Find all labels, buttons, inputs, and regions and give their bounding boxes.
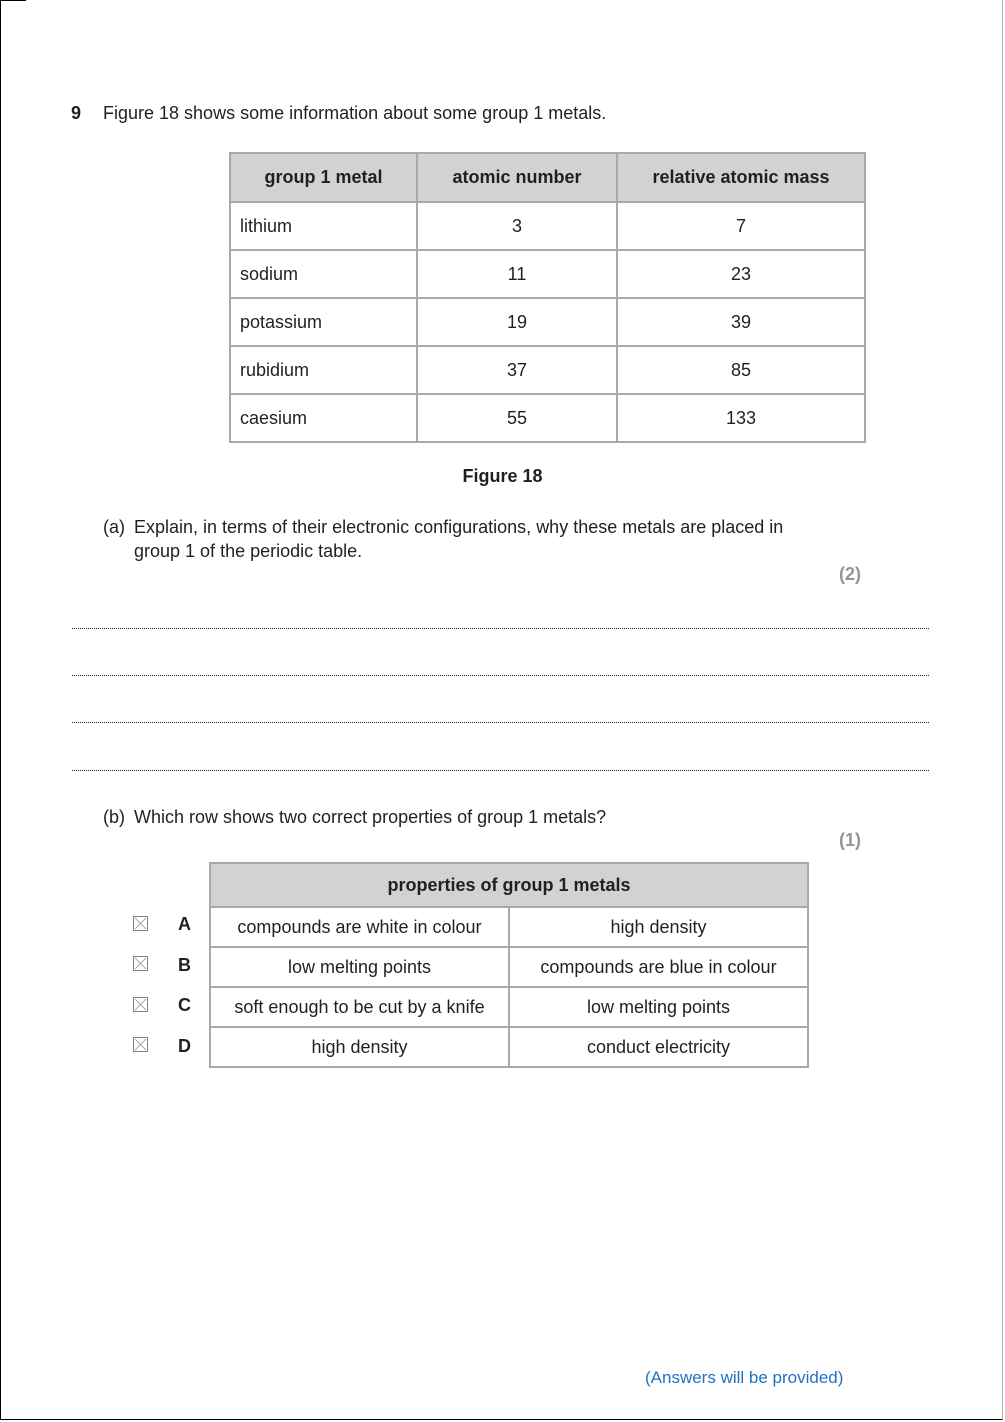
properties-header: properties of group 1 metals: [210, 863, 808, 907]
header-atomic-number: atomic number: [417, 153, 617, 202]
part-a-label: (a): [103, 517, 125, 537]
option-b-checkbox[interactable]: [133, 956, 148, 971]
table-row: [230, 298, 865, 346]
cross-box-icon: [134, 1038, 147, 1051]
metal-name: lithium: [230, 202, 417, 250]
header-group1-metal: group 1 metal: [230, 153, 417, 202]
cross-box-icon: [134, 998, 147, 1011]
cross-box-icon: [134, 917, 147, 930]
property-cell: low melting points: [210, 947, 509, 987]
group1-metals-table: [229, 152, 866, 443]
option-d-letter: D: [178, 1036, 191, 1056]
cross-box-icon: [134, 957, 147, 970]
option-a-letter: A: [178, 914, 191, 934]
atomic-number: 19: [417, 298, 617, 346]
option-c-checkbox[interactable]: [133, 997, 148, 1012]
option-b-letter: B: [178, 955, 191, 975]
part-b-marks: (1): [839, 830, 861, 850]
question-stem: Figure 18 shows some information about some group 1 metals.: [103, 103, 607, 123]
table-header-row: [230, 153, 865, 202]
answer-line[interactable]: [72, 675, 929, 676]
footer-note: (Answers will be provided): [645, 1368, 844, 1387]
relative-atomic-mass: 7: [617, 202, 865, 250]
option-c-letter: C: [178, 995, 191, 1015]
corner-mark: [0, 0, 26, 1]
atomic-number: 3: [417, 202, 617, 250]
table-row: [230, 250, 865, 298]
figure-caption: Figure 18: [462, 466, 543, 486]
table-header-row: [210, 863, 808, 907]
metal-name: sodium: [230, 250, 417, 298]
properties-table: [209, 862, 809, 1068]
header-relative-atomic-mass: relative atomic mass: [617, 153, 865, 202]
metal-name: potassium: [230, 298, 417, 346]
part-b-label: (b): [103, 807, 125, 827]
answer-line[interactable]: [72, 770, 929, 771]
table-row: [210, 987, 808, 1027]
relative-atomic-mass: 133: [617, 394, 865, 442]
property-cell: conduct electricity: [509, 1027, 808, 1067]
option-a-checkbox[interactable]: [133, 916, 148, 931]
atomic-number: 55: [417, 394, 617, 442]
metal-name: caesium: [230, 394, 417, 442]
table-row: [210, 1027, 808, 1067]
property-cell: high density: [210, 1027, 509, 1067]
part-a-line2: group 1 of the periodic table.: [134, 541, 363, 561]
atomic-number: 11: [417, 250, 617, 298]
metal-name: rubidium: [230, 346, 417, 394]
relative-atomic-mass: 23: [617, 250, 865, 298]
property-cell: soft enough to be cut by a knife: [210, 987, 509, 1027]
part-a-marks: (2): [839, 564, 861, 584]
answer-line[interactable]: [72, 628, 929, 629]
relative-atomic-mass: 39: [617, 298, 865, 346]
table-row: [210, 947, 808, 987]
part-b-text: Which row shows two correct properties of group 1 metals?: [134, 807, 607, 827]
table-row: [210, 907, 808, 947]
property-cell: high density: [509, 907, 808, 947]
table-row: [230, 394, 865, 442]
question-number: 9: [71, 103, 82, 123]
option-d-checkbox[interactable]: [133, 1037, 148, 1052]
answer-line[interactable]: [72, 722, 929, 723]
table-row: [230, 202, 865, 250]
property-cell: low melting points: [509, 987, 808, 1027]
property-cell: compounds are blue in colour: [509, 947, 808, 987]
atomic-number: 37: [417, 346, 617, 394]
property-cell: compounds are white in colour: [210, 907, 509, 947]
relative-atomic-mass: 85: [617, 346, 865, 394]
table-row: [230, 346, 865, 394]
part-a-line1: Explain, in terms of their electronic configurations, why these metals are placed in: [134, 517, 784, 537]
